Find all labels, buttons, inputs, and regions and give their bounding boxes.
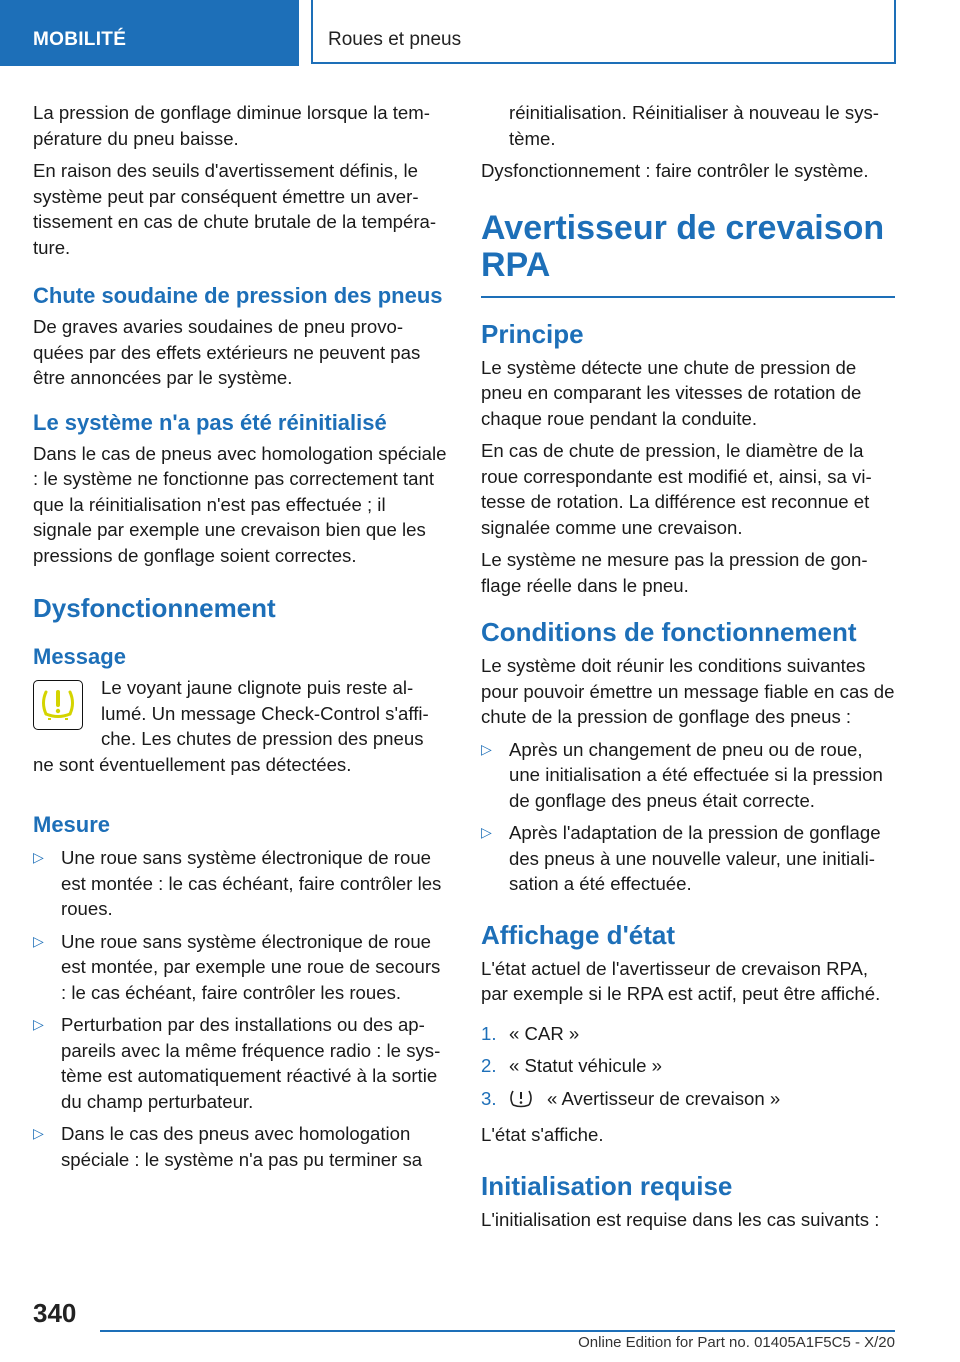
heading-malfunction: Dysfonctionnement [33,593,276,623]
list-item: 3. « Avertisseur de crevaison » [481,1086,895,1116]
paragraph: En cas de chute de pression, le diamètre de la roue correspondante est modifié et, ainsi, sa vitesse de rotation. La différence est reconnue et signalée comme une crevaison. [481,440,872,538]
left-column [33,100,447,1179]
measure-list [33,845,447,1172]
tire-pressure-icon [509,1089,533,1116]
right-column [481,100,895,1239]
triangle-bullet-icon: ▷ [33,932,44,949]
paragraph: Le système doit réunir les conditions suivantes pour pouvoir émettre un message fiable en cas de chute de la pression de gonflage des pneus : [481,655,895,727]
paragraph: La pression de gonflage diminue lorsque la température du pneu baisse. [33,102,430,149]
triangle-bullet-icon: ▷ [33,1125,44,1141]
triangle-bullet-icon: ▷ [33,849,44,865]
paragraph: Dans le cas de pneus avec homologation spéciale : le système ne fonctionne pas correctement tant que la réinitialisation n'est pas effectuée ; il signale par exemple une crevaison bien que les pressions de gonflage soient correctes. [33,442,447,566]
section-tab: MOBILITÉ [0,0,299,66]
edition-info: Online Edition for Part no. 01405A1F5C5 - X/20 [578,1334,895,1351]
paragraph: Le voyant jaune clignote puis reste allumé. Un message Check-Control s'affiche. Les chutes de pression des pneus ne sont éventuellement pas détectées. [33,677,429,775]
message-block [33,675,447,777]
heading-operating-conditions: Conditions de fonctionnement [481,617,857,647]
list-item: ▷ Perturbation par des installations ou des appareils avec la même fréquence radio : le système est automatiquement réactivé à la sortie du champ perturbateur. [33,1014,441,1112]
list-item: ▷ Dans le cas des pneus avec homologation spéciale : le système n'a pas pu terminer sa [33,1123,423,1170]
page-footer [0,1290,960,1362]
heading-initialisation-required: Initialisation requise [481,1170,733,1201]
paragraph: Dysfonctionnement : faire contrôler le système. [481,160,869,181]
conditions-list [481,737,895,897]
steps-list [481,1021,895,1116]
triangle-bullet-icon: ▷ [33,1016,44,1032]
paragraph: L'initialisation est requise dans les cas suivants : [481,1208,880,1230]
list-item: ▷ Après un changement de pneu ou de roue, une initialisation a été effectuée si la pression de gonflage des pneus était correcte. [481,738,883,811]
page-number: 340 [33,1298,77,1328]
paragraph: L'état actuel de l'avertisseur de crevaison RPA, par exemple si le RPA est actif, peut être affiché. [481,957,881,1004]
list-item: ▷ Une roue sans système électronique de roue est montée : le cas échéant, faire contrôler les roues. [33,847,442,919]
list-item: ▷ Après l'adaptation de la pression de gonflage des pneus à une nouvelle valeur, une initialisation a été effectuée. [481,822,881,894]
heading-not-reset: Le système n'a pas été réinitialisé [33,409,387,435]
triangle-bullet-icon: ▷ [481,824,492,840]
list-item: ▷ Une roue sans système électronique de roue est montée, par exemple une roue de secours : le cas échéant, faire contrôler les roues. [33,930,441,1003]
page-header [0,0,960,66]
paragraph: Le système ne mesure pas la pression de gonflage réelle dans le pneu. [481,549,868,596]
heading-principle: Principe [481,318,584,349]
heading-rule [481,296,895,298]
footer-rule [100,1330,895,1332]
heading-status-display: Affichage d'état [481,919,675,950]
paragraph: L'état s'affiche. [481,1124,604,1145]
paragraph: En raison des seuils d'avertissement définis, le système peut par conséquent émettre un avertissement en cas de chute brutale de la température. [33,160,437,258]
triangle-bullet-icon: ▷ [481,740,492,757]
chapter-title: Roues et pneus [311,0,896,64]
paragraph: réinitialisation. Réinitialiser à nouveau le système. [509,102,879,149]
tire-pressure-warning-icon [33,680,83,730]
heading-sudden-pressure-loss: Chute soudaine de pression des pneus [33,283,443,308]
heading-flat-tire-monitor: Avertisseur de crevaison RPA [481,208,885,284]
paragraph: De graves avaries soudaines de pneu provoquées par des effets extérieurs ne peuvent pas être annoncées par le système. [33,316,421,388]
heading-message: Message [33,644,126,669]
list-item: 2. « Statut véhicule » [481,1055,662,1076]
paragraph: Le système détecte une chute de pression de pneu en comparant les vitesses de rotation de chaque roue pendant la conduite. [481,356,862,429]
list-item: 1. « CAR » [481,1022,580,1044]
heading-measure: Mesure [33,812,111,837]
